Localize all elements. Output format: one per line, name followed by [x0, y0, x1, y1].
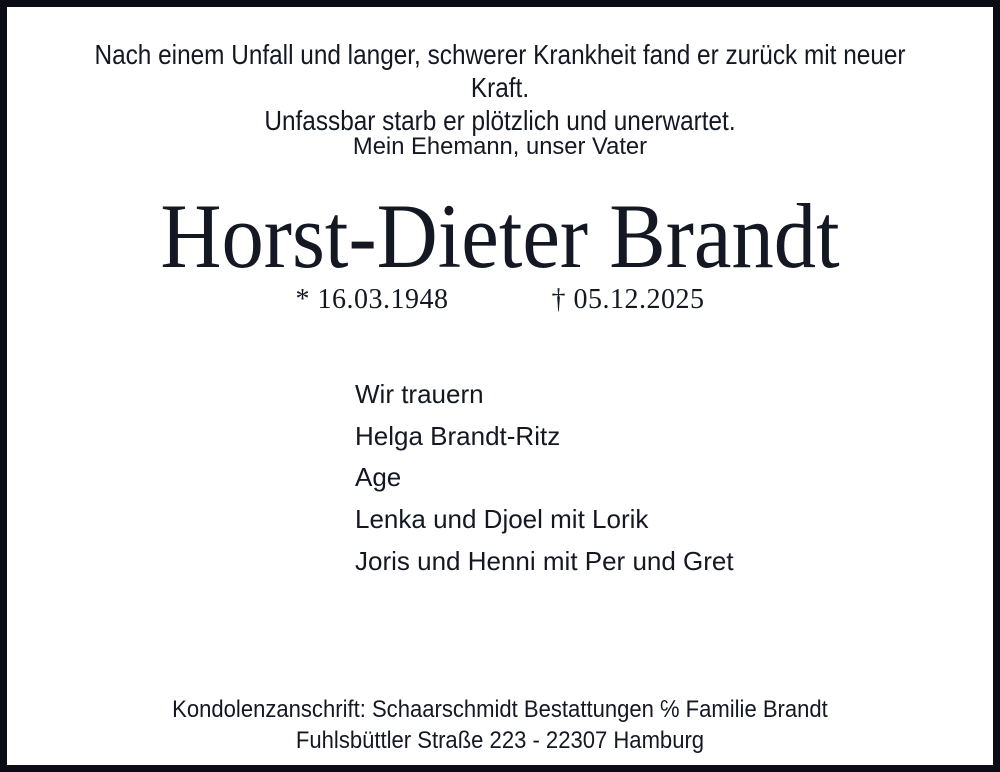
mourner-line: Lenka und Djoel mit Lorik — [355, 504, 649, 535]
relation-line — [0, 133, 1000, 161]
condolence-address-line: Kondolenzanschrift: Schaarschmidt Bestattungen ℅ Familie Brandt — [172, 696, 828, 723]
mourner-line: Joris und Henni mit Per und Gret — [355, 545, 734, 576]
intro-line-2: Unfassbar starb er plötzlich und unerwartet. — [264, 105, 736, 136]
mourner-line: Helga Brandt-Ritz — [355, 420, 561, 451]
mourner-line: Age — [355, 462, 402, 493]
deceased-name — [0, 185, 1000, 287]
intro-line-1: Nach einem Unfall und langer, schwerer Krankheit fand er zurück mit neuer Kraft. — [94, 39, 906, 103]
condolence-block — [0, 694, 1000, 756]
intro-paragraph — [0, 38, 1000, 137]
birth-date: * 16.03.1948 — [295, 284, 449, 315]
mourners-list — [355, 374, 734, 583]
dates-row — [0, 284, 1000, 316]
relation-text: Mein Ehemann, unser Vater — [352, 133, 648, 160]
condolence-street-line: Fuhlsbüttler Straße 223 - 22307 Hamburg — [295, 727, 705, 754]
deceased-name-text: Horst-Dieter Brandt — [160, 185, 840, 287]
death-date: † 05.12.2025 — [551, 284, 705, 315]
mourner-line: Wir trauern — [355, 379, 484, 409]
